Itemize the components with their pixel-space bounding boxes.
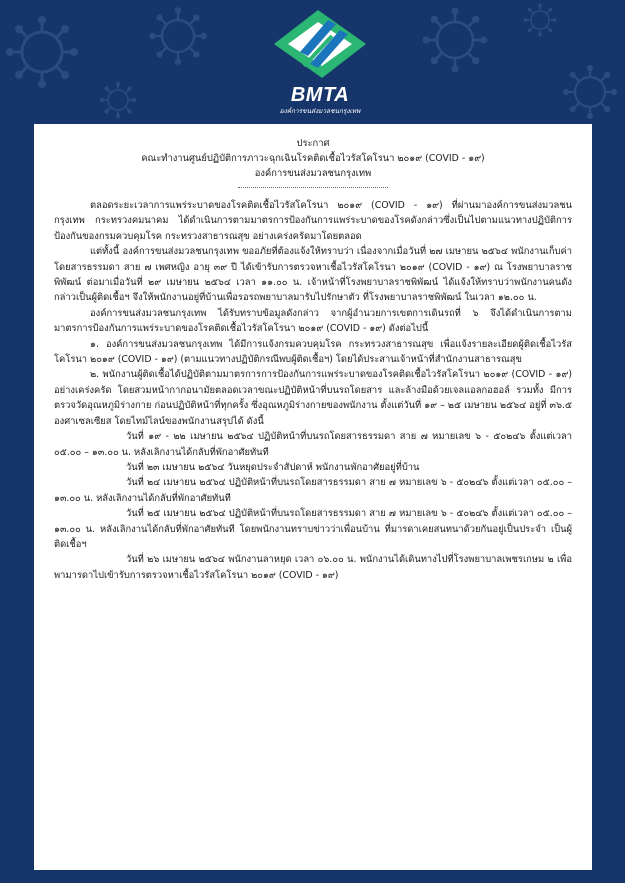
timeline-item: วันที่ ๒๔ เมษายน ๒๕๖๔ ปฏิบัติหน้าที่บนรถโดยสารธรรมดา สาย ๗ หมายเลข ๖ - ๕๐๒๔๖ ตั้งแต่เวลา ๐๕.๐๐ – ๑๓.๐๐ น. หลังเลิกงานได้กลับที่พักอาศัยทันที xyxy=(54,477,572,504)
paragraph: ตลอดระยะเวลาการแพร่ระบาดของโรคติดเชื้อไวรัสโคโรนา ๒๐๑๙ (COVID - ๑๙) ที่ผ่านมาองค์การขนส่งมวลชนกรุงเทพ กระทรวงคมนาคม ได้ดำเนินการตามมาตรการป้องกันการแพร่ระบาดของโรคดังกล่าวซึ่งเป็นไปตามแนวทางปฏิบัติการป้องกันของกรมควบคุมโรค กระทรวงสาธารณสุข อย่างเคร่งครัดมาโดยตลอด xyxy=(54,200,572,242)
header xyxy=(0,0,625,118)
paragraph: ๑. องค์การขนส่งมวลชนกรุงเทพ ได้มีการแจ้งกรมควบคุมโรค กระทรวงสาธารณสุข เพื่อแจ้งรายละเอียดผู้ติดเชื้อไวรัสโคโรนา ๒๐๑๙ (COVID - ๑๙) (ตามแนวทางปฏิบัติกรณีพบผู้ติดเชื้อฯ) โดยได้ประสานเจ้าหน้าที่สำนักงานสาธารณสุข xyxy=(54,338,572,366)
document-content xyxy=(54,136,572,583)
document-organization: องค์การขนส่งมวลชนกรุงเทพ xyxy=(254,168,372,179)
timeline-item: วันที่ ๒๖ เมษายน ๒๕๖๔ พนักงานลาหยุด เวลา ๐๖.๐๐ น. พนักงานได้เดินทางไปที่โรงพยาบาลเพชรเกษม ๒ เพื่อพามารดาไปเข้ารับการตรวจหาเชื้อไวรัสโคโรนา ๒๐๑๙ (COVID - ๑๙) xyxy=(54,554,572,581)
announcement-document xyxy=(34,124,592,870)
bmta-logo-icon xyxy=(270,6,370,86)
timeline-item: วันที่ ๑๙ - ๒๒ เมษายน ๒๕๖๔ ปฏิบัติหน้าที่บนรถโดยสารธรรมดา สาย ๗ หมายเลข ๖ - ๕๐๒๔๖ ตั้งแต่เวลา ๐๕.๐๐ – ๑๓.๐๐ น. หลังเลิกงานได้กลับที่พักอาศัยทันที xyxy=(54,431,572,458)
paragraph: แต่ทั้งนี้ องค์การขนส่งมวลชนกรุงเทพ ขออภัยที่ต้องแจ้งให้ทราบว่า เนื่องจากเมื่อวันที่ ๒๗ เมษายน ๒๕๖๔ พนักงานเก็บค่าโดยสารธรรมดา สาย ๗ เพศหญิง อายุ ๓๙ ปี ได้เข้ารับการตรวจหาเชื้อไวรัสโคโรนา ๒๐๑๙ (COVID - ๑๙) ณ โรงพยาบาลราชพิพัฒน์ ต่อมาเมื่อวันที่ ๒๙ เมษายน ๒๕๖๔ เวลา ๑๑.๐๐ น. เจ้าหน้าที่โรงพยาบาลราชพิพัฒน์ ได้แจ้งให้ทราบว่าพนักงานคนดังกล่าวเป็นผู้ติดเชื้อฯ จึงให้พนักงานอยู่ที่บ้านเพื่อรอรถพยาบาลมารับไปรักษาตัว ที่โรงพยาบาลราชพิพัฒน์ ในเวลา ๑๒.๐๐ น. xyxy=(54,246,572,304)
document-subheading: คณะทำงานศูนย์ปฏิบัติการภาวะฉุกเฉินโรคติดเชื้อไวรัสโคโรนา ๒๐๑๙ (COVID - ๑๙) xyxy=(141,153,485,164)
document-heading: ประกาศ xyxy=(296,138,330,149)
paragraph: องค์การขนส่งมวลชนกรุงเทพ ได้รับทราบข้อมูลดังกล่าว จากผู้อำนวยการเขตการเดินรถที่ ๖ จึงได้ดำเนินการตามมาตรการป้องกันการแพร่ระบาดของโรคติดเชื้อไวรัสโคโรนา ๒๐๑๙ (COVID - ๑๙) ดังต่อไปนี้ xyxy=(54,307,572,335)
dotted-divider xyxy=(238,187,388,188)
timeline-item: วันที่ ๒๕ เมษายน ๒๕๖๔ ปฏิบัติหน้าที่บนรถโดยสารธรรมดา สาย ๗ หมายเลข ๖ - ๕๐๒๔๖ ตั้งแต่เวลา ๐๕.๐๐ – ๑๓.๐๐ น. หลังเลิกงานได้กลับที่พักอาศัยทันที โดยพนักงานทราบข่าวว่าเพื่อนบ้าน ที่มารดาเคยสนทนาด้วยกันอยู่เป็นประจำ เป็นผู้ติดเชื้อฯ xyxy=(54,508,572,550)
timeline-item: วันที่ ๒๓ เมษายน ๒๕๖๔ วันหยุดประจำสัปดาห์ พนักงานพักอาศัยอยู่ที่บ้าน xyxy=(126,461,420,473)
logo-subtext: องค์การขนส่งมวลชนกรุงเทพ xyxy=(279,107,361,115)
bmta-logo xyxy=(270,6,370,114)
logo-wordmark: BMTA xyxy=(290,84,350,106)
paragraph: ๒. พนักงานผู้ติดเชื้อได้ปฏิบัติตามมาตรการการป้องกันการแพร่ระบาดของโรคติดเชื้อไวรัสโคโรนา ๒๐๑๙ (COVID - ๑๙) อย่างเคร่งครัด โดยสวมหน้ากากอนามัยตลอดเวลาขณะปฏิบัติหน้าที่บนรถโดยสาร และล้างมือด้วยเจลแอลกอฮอล์ รวมทั้ง มีการตรวจวัดอุณหภูมิร่างกาย ก่อนปฏิบัติหน้าที่ทุกครั้ง ซึ่งอุณหภูมิร่างกายของพนักงาน ตั้งแต่วันที่ ๑๙ – ๒๕ เมษายน ๒๕๖๔ อยู่ที่ ๓๖.๕ องศาเซลเซียส โดยไทม์ไลน์ของพนักงานสรุปได้ ดังนี้ xyxy=(54,369,572,427)
